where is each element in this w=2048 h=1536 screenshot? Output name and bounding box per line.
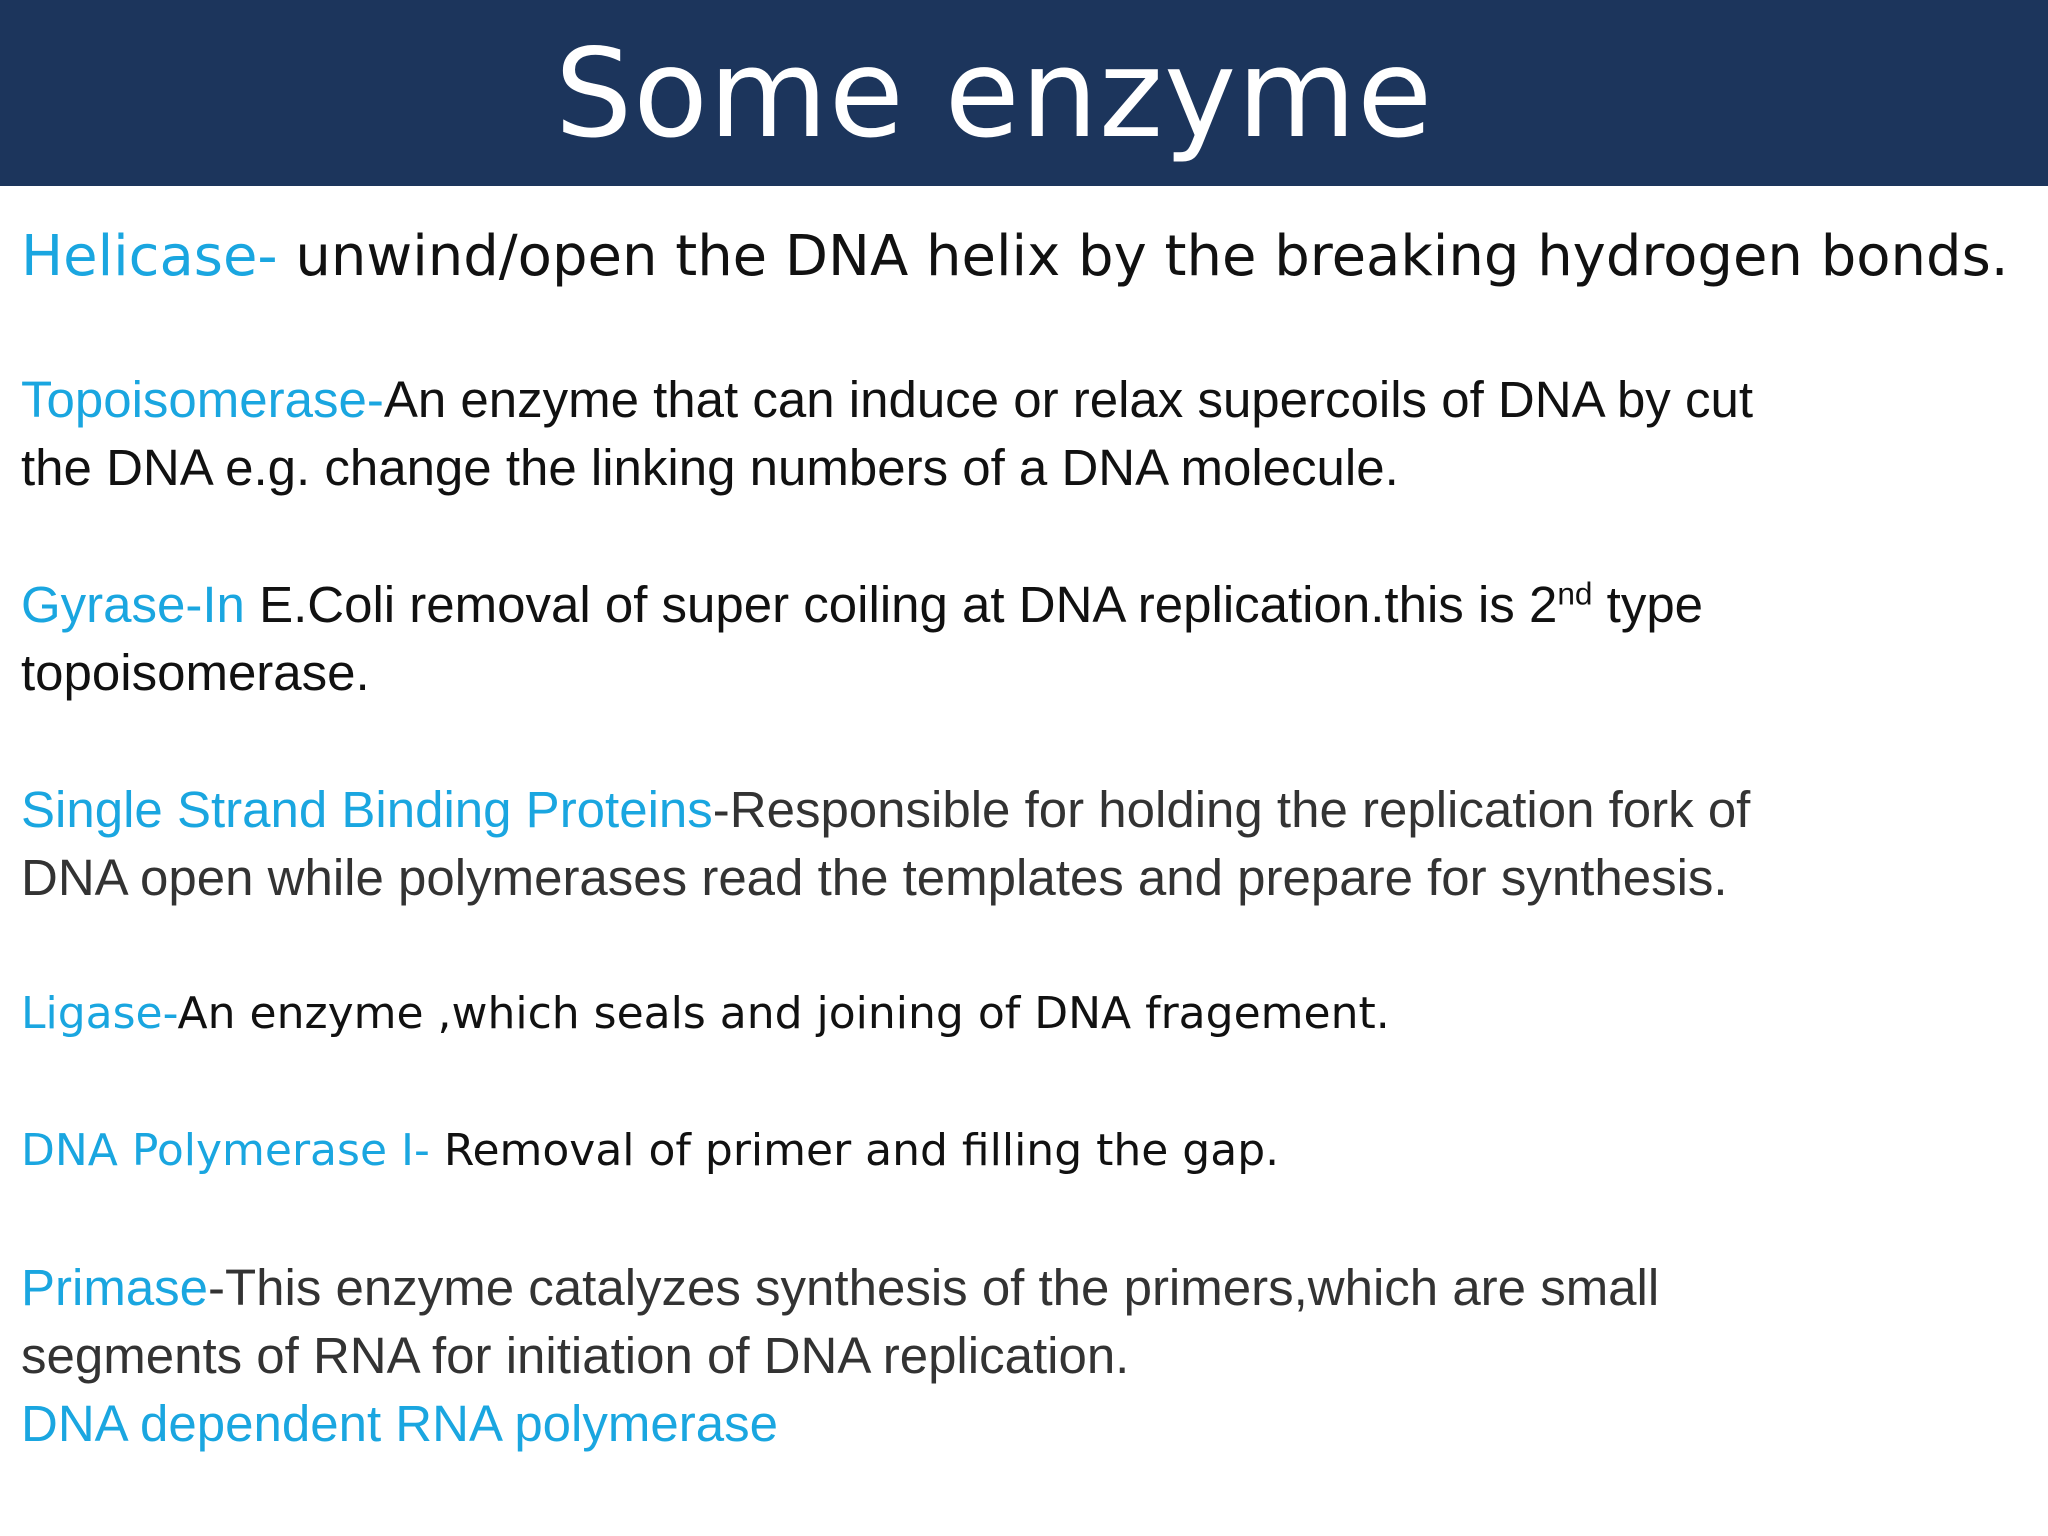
description-ssb-line1: -Responsible for holding the replication fork of (712, 781, 1751, 838)
entry-primase (21, 1254, 1659, 1458)
term-dna-polymerase-i: DNA Polymerase I- (21, 1125, 430, 1176)
term-primase: Primase (21, 1259, 209, 1316)
description-ssb-line2: DNA open while polymerases read the templates and prepare for synthesis. (21, 849, 1728, 906)
description-primase-line2: segments of RNA for initiation of DNA replication. (21, 1327, 1130, 1384)
description-primase-line1: -This enzyme catalyzes synthesis of the primers,which are small (208, 1259, 1660, 1316)
title-bar (0, 0, 2048, 186)
entry-gyrase (21, 571, 1703, 707)
term-helicase: Helicase- (21, 224, 278, 289)
term-dna-dependent-rna-polymerase: DNA dependent RNA polymerase (21, 1395, 778, 1452)
description-dna-polymerase-i: Removal of primer and filling the gap. (429, 1125, 1280, 1176)
term-topoisomerase: Topoisomerase- (21, 371, 384, 428)
description-gyrase-line2: topoisomerase. (21, 644, 370, 701)
entry-helicase (21, 222, 2009, 292)
entry-dna-polymerase-i (21, 1121, 1279, 1181)
entry-topoisomerase (21, 366, 1753, 502)
entry-single-strand-binding-proteins (21, 776, 1750, 912)
term-ssb-proteins: Single Strand Binding Proteins (21, 781, 713, 838)
description-gyrase-line1-end: type (1592, 576, 1704, 633)
description-topoisomerase-line2: the DNA e.g. change the linking numbers of a DNA molecule. (21, 439, 1399, 496)
entry-ligase (21, 984, 1390, 1044)
term-gyrase: Gyrase-In (21, 576, 245, 633)
superscript-nd: nd (1557, 575, 1593, 612)
description-gyrase-line1: E.Coli removal of super coiling at DNA replication.this is 2 (244, 576, 1558, 633)
description-ligase: An enzyme ,which seals and joining of DNA fragement. (177, 988, 1390, 1039)
description-topoisomerase-line1: An enzyme that can induce or relax supercoils of DNA by cut (383, 371, 1754, 428)
slide-title: Some enzyme (554, 23, 1434, 165)
term-ligase: Ligase- (21, 988, 178, 1039)
description-helicase: unwind/open the DNA helix by the breaking hydrogen bonds. (277, 224, 2009, 289)
